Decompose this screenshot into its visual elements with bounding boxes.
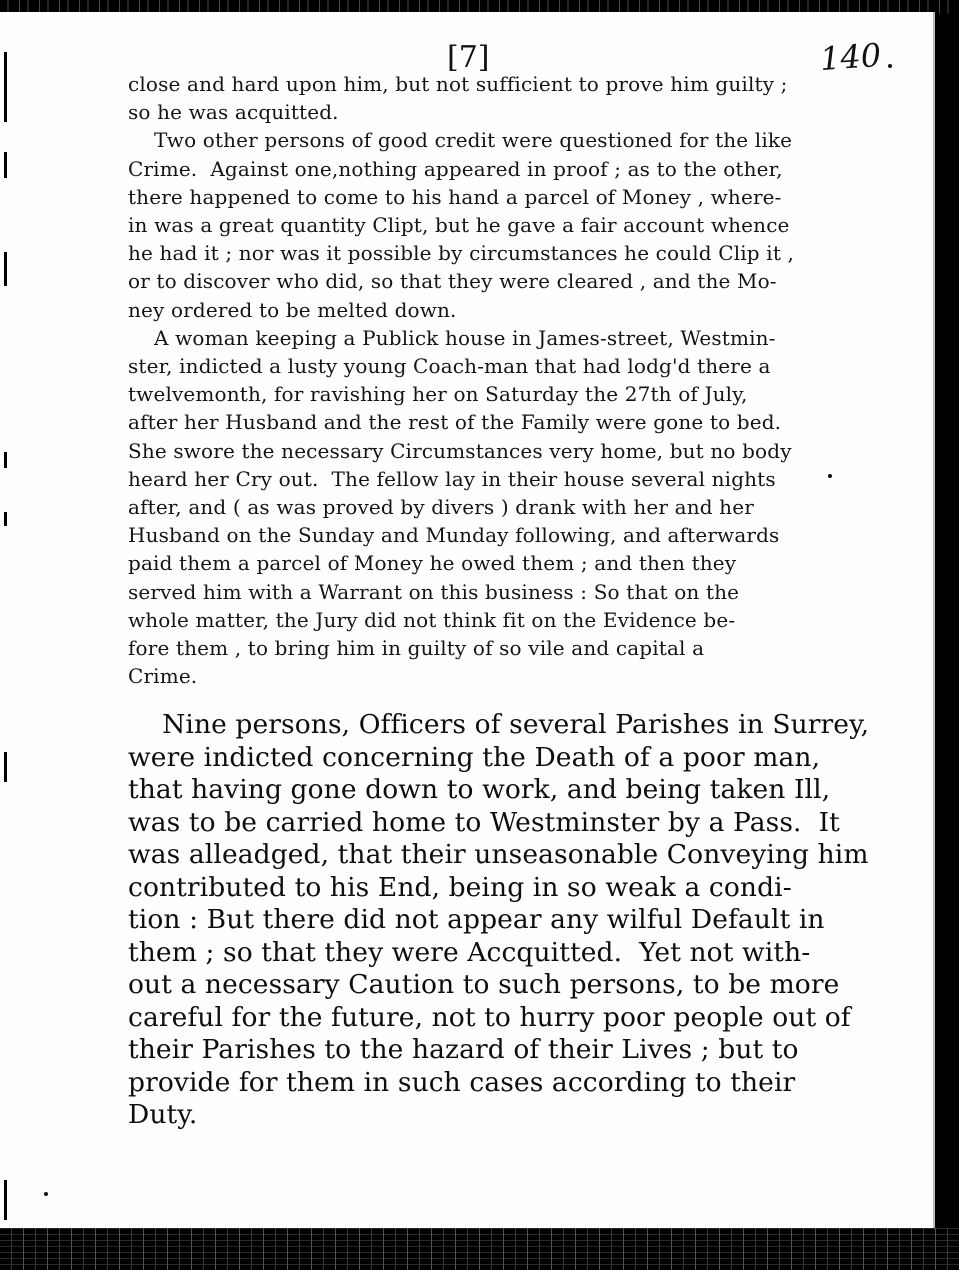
scan-margin-mark [4, 152, 7, 178]
scan-margin-mark [4, 1180, 7, 1220]
text-line: whole matter, the Jury did not think fit on the Evidence be- [128, 607, 736, 632]
folio-number: 140 [818, 35, 883, 79]
scan-border-bottom [0, 1228, 959, 1270]
text-line: them ; so that they were Accquitted. Yet not with- [128, 936, 811, 968]
text-line: or to discover who did, so that they were cleared , and the Mo- [128, 269, 777, 294]
scan-margin-mark [4, 52, 7, 122]
text-line: contributed to his End, being in so weak a condi- [128, 871, 792, 903]
text-line: paid them a parcel of Money he owed them ; and then they [128, 551, 737, 576]
text-line: She swore the necessary Circumstances very home, but no body [128, 438, 792, 463]
text-line: were indicted concerning the Death of a poor man, [128, 741, 821, 773]
text-line: Duty. [128, 1099, 198, 1130]
text-line: was to be carried home to Westminster by a Pass. It [128, 806, 840, 838]
text-line: careful for the future, not to hurry poor people out of [128, 1001, 851, 1033]
text-line: he had it ; nor was it possible by circumstances he could Clip it , [128, 241, 795, 266]
text-line: there happened to come to his hand a parcel of Money , where- [128, 184, 782, 209]
text-line: Crime. [128, 664, 198, 689]
text-line: served him with a Warrant on this business : So that on the [128, 579, 740, 604]
text-line: fore them , to bring him in guilty of so vile and capital a [128, 636, 705, 661]
text-line: heard her Cry out. The fellow lay in their house several nights [128, 466, 776, 491]
small-text-block [128, 70, 818, 690]
page-number: [7] [447, 40, 490, 75]
scan-speck [888, 64, 892, 68]
text-line: Nine persons, Officers of several Parishes in Surrey, [128, 709, 870, 740]
text-line: so he was acquitted. [128, 100, 339, 125]
text-line: was alleadged, that their unseasonable Conveying him [128, 839, 869, 870]
text-line: ney ordered to be melted down. [128, 297, 457, 322]
text-line: Two other persons of good credit were questioned for the like [128, 128, 793, 153]
scan-speck [44, 1192, 48, 1196]
text-line: twelvemonth, for ravishing her on Saturday the 27th of July, [128, 382, 748, 407]
text-line: their Parishes to the hazard of their Lives ; but to [128, 1034, 799, 1065]
large-text-block [128, 709, 870, 1132]
text-line: tion : But there did not appear any wilful Default in [128, 904, 825, 935]
text-line: A woman keeping a Publick house in James-street, Westmin- [128, 325, 776, 350]
document-page [0, 12, 935, 1230]
text-line: in was a great quantity Clipt, but he gave a fair account whence [128, 213, 790, 238]
scan-margin-mark [4, 752, 7, 782]
text-line: after her Husband and the rest of the Family were gone to bed. [128, 410, 782, 435]
text-line: after, and ( as was proved by divers ) drank with her and her [128, 495, 754, 520]
text-line: ster, indicted a lusty young Coach-man that had lodg'd there a [128, 354, 771, 379]
scan-margin-mark [4, 452, 7, 468]
text-line: Husband on the Sunday and Munday following, and afterwards [128, 523, 780, 548]
text-line: provide for them in such cases according to their [128, 1066, 796, 1098]
scan-margin-mark [4, 512, 7, 526]
text-line: close and hard upon him, but not sufficient to prove him guilty ; [128, 72, 788, 96]
scan-speck [828, 474, 832, 478]
text-line: that having gone down to work, and being taken Ill, [128, 774, 831, 805]
scan-margin-mark [4, 252, 7, 286]
text-line: Crime. Against one,nothing appeared in proof ; as to the other, [128, 156, 783, 181]
text-line: out a necessary Caution to such persons, to be more [128, 969, 840, 1000]
